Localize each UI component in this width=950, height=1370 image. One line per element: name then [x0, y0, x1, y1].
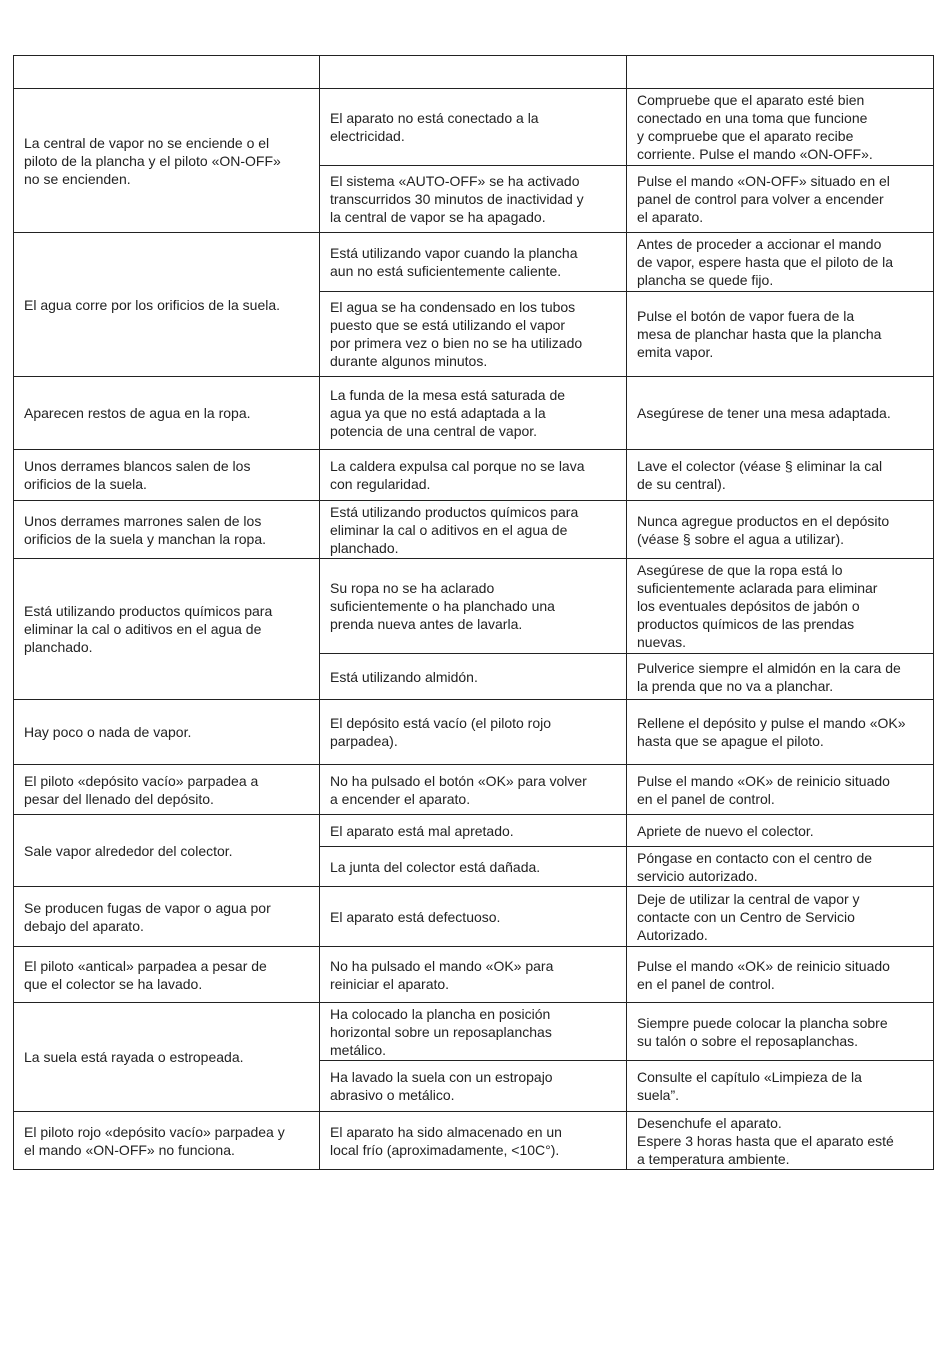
solution-cell: Lave el colector (véase § eliminar la cal de su central).: [627, 450, 934, 501]
troubleshooting-table: [13, 55, 934, 1170]
cause-cell: Ha lavado la suela con un estropajo abrasivo o metálico.: [320, 1061, 627, 1112]
solution-cell: Consulte el capítulo «Limpieza de la suela”.: [627, 1061, 934, 1112]
table-row: [14, 887, 934, 947]
cause-cell: El aparato ha sido almacenado en un local frío (aproximadamente, <10C°).: [320, 1112, 627, 1170]
problem-cell: La central de vapor no se enciende o el piloto de la plancha y el piloto «ON-OFF» no se encienden.: [14, 89, 320, 233]
table-row: [14, 89, 934, 166]
cause-cell: No ha pulsado el botón «OK» para volver a encender el aparato.: [320, 765, 627, 815]
solution-cell: Pulverice siempre el almidón en la cara de la prenda que no va a planchar.: [627, 654, 934, 700]
solution-cell: Antes de proceder a accionar el mando de vapor, espere hasta que el piloto de la plancha se quede fijo.: [627, 233, 934, 292]
problem-cell: El piloto «antical» parpadea a pesar de que el colector se ha lavado.: [14, 947, 320, 1003]
cause-cell: La caldera expulsa cal porque no se lava con regularidad.: [320, 450, 627, 501]
problem-cell: La suela está rayada o estropeada.: [14, 1003, 320, 1112]
solution-cell: Deje de utilizar la central de vapor y contacte con un Centro de Servicio Autorizado.: [627, 887, 934, 947]
cause-cell: El aparato está defectuoso.: [320, 887, 627, 947]
cause-cell: El sistema «AUTO-OFF» se ha activado transcurridos 30 minutos de inactividad y la central de vapor se ha apagado.: [320, 166, 627, 233]
cause-cell: El aparato está mal apretado.: [320, 815, 627, 847]
cause-cell: Ha colocado la plancha en posición horizontal sobre un reposaplanchas metálico.: [320, 1003, 627, 1061]
solution-cell: Compruebe que el aparato esté bien conectado en una toma que funcione y compruebe que el aparato recibe corriente. Pulse el mando «ON-OFF».: [627, 89, 934, 166]
problem-cell: Unos derrames blancos salen de los orificios de la suela.: [14, 450, 320, 501]
problem-cell: Se producen fugas de vapor o agua por debajo del aparato.: [14, 887, 320, 947]
table-row: [14, 1003, 934, 1061]
solution-cell: Siempre puede colocar la plancha sobre su talón o sobre el reposaplanchas.: [627, 1003, 934, 1061]
header-cell-problem: [14, 56, 320, 89]
header-cell-solution: [627, 56, 934, 89]
problem-cell: Hay poco o nada de vapor.: [14, 700, 320, 765]
problem-cell: Está utilizando productos químicos para eliminar la cal o aditivos en el agua de planchado.: [14, 559, 320, 700]
cause-cell: La junta del colector está dañada.: [320, 847, 627, 887]
solution-cell: Pulse el botón de vapor fuera de la mesa de planchar hasta que la plancha emita vapor.: [627, 292, 934, 377]
table-row: [14, 1112, 934, 1170]
cause-cell: Está utilizando almidón.: [320, 654, 627, 700]
table-row: [14, 233, 934, 292]
problem-cell: Aparecen restos de agua en la ropa.: [14, 377, 320, 450]
cause-cell: El depósito está vacío (el piloto rojo parpadea).: [320, 700, 627, 765]
table-row: [14, 377, 934, 450]
problem-cell: El piloto rojo «depósito vacío» parpadea y el mando «ON-OFF» no funciona.: [14, 1112, 320, 1170]
cause-cell: El agua se ha condensado en los tubos puesto que se está utilizando el vapor por primera vez o bien no se ha utilizado durante algunos minutos.: [320, 292, 627, 377]
solution-cell: Rellene el depósito y pulse el mando «OK» hasta que se apague el piloto.: [627, 700, 934, 765]
cause-cell: El aparato no está conectado a la electricidad.: [320, 89, 627, 166]
cause-cell: Está utilizando productos químicos para eliminar la cal o aditivos en el agua de planchado.: [320, 501, 627, 559]
table-row: [14, 559, 934, 654]
table-row: [14, 815, 934, 847]
table-row: [14, 765, 934, 815]
solution-cell: Pulse el mando «OK» de reinicio situado en el panel de control.: [627, 947, 934, 1003]
cause-cell: Está utilizando vapor cuando la plancha aun no está suficientemente caliente.: [320, 233, 627, 292]
problem-cell: Sale vapor alrededor del colector.: [14, 815, 320, 887]
table-header-row: [14, 56, 934, 89]
cause-cell: Su ropa no se ha aclarado suficientemente o ha planchado una prenda nueva antes de lavarla.: [320, 559, 627, 654]
solution-cell: Póngase en contacto con el centro de servicio autorizado.: [627, 847, 934, 887]
solution-cell: Nunca agregue productos en el depósito (véase § sobre el agua a utilizar).: [627, 501, 934, 559]
table-row: [14, 501, 934, 559]
solution-cell: Asegúrese de tener una mesa adaptada.: [627, 377, 934, 450]
table-row: [14, 947, 934, 1003]
solution-cell: Asegúrese de que la ropa está lo suficientemente aclarada para eliminar los eventuales depósitos de jabón o productos químicos de las prendas nuevas.: [627, 559, 934, 654]
cause-cell: La funda de la mesa está saturada de agua ya que no está adaptada a la potencia de una central de vapor.: [320, 377, 627, 450]
table-row: [14, 700, 934, 765]
problem-cell: El agua corre por los orificios de la suela.: [14, 233, 320, 377]
problem-cell: Unos derrames marrones salen de los orificios de la suela y manchan la ropa.: [14, 501, 320, 559]
table-row: [14, 450, 934, 501]
problem-cell: El piloto «depósito vacío» parpadea a pesar del llenado del depósito.: [14, 765, 320, 815]
cause-cell: No ha pulsado el mando «OK» para reiniciar el aparato.: [320, 947, 627, 1003]
solution-cell: Desenchufe el aparato. Espere 3 horas hasta que el aparato esté a temperatura ambiente.: [627, 1112, 934, 1170]
header-cell-cause: [320, 56, 627, 89]
solution-cell: Pulse el mando «ON-OFF» situado en el panel de control para volver a encender el aparato.: [627, 166, 934, 233]
solution-cell: Apriete de nuevo el colector.: [627, 815, 934, 847]
solution-cell: Pulse el mando «OK» de reinicio situado en el panel de control.: [627, 765, 934, 815]
